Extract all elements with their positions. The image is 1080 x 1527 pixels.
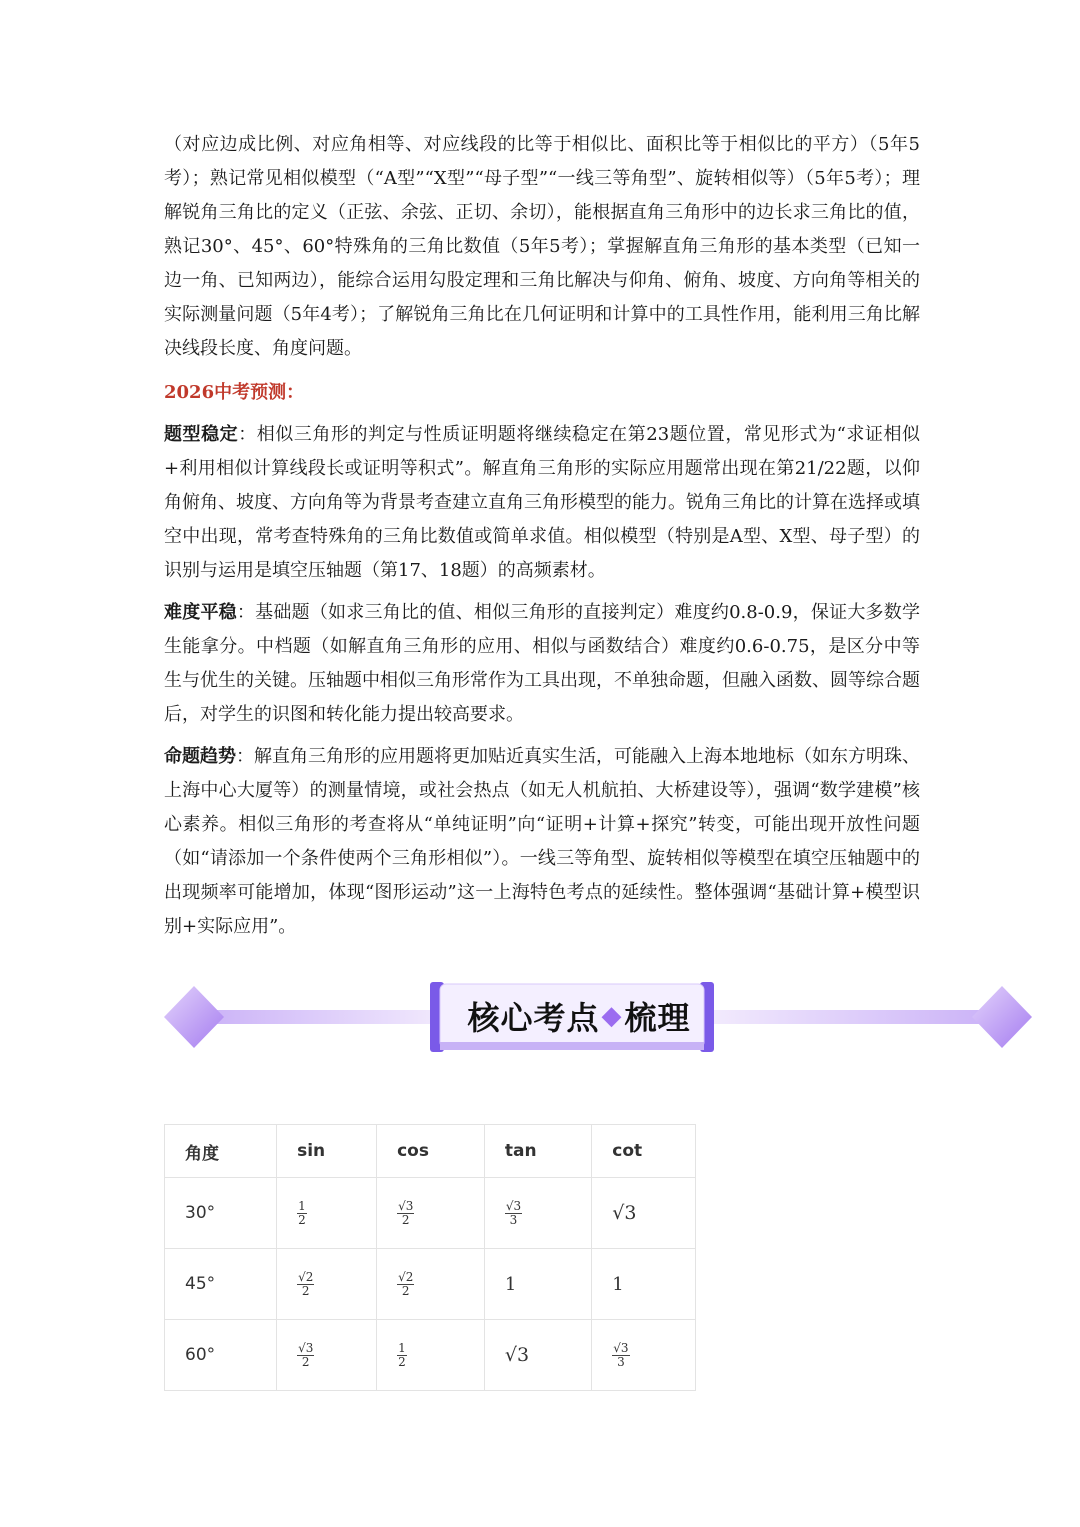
header-tan: tan [484,1125,591,1178]
sin-value-cell [277,1320,377,1391]
sin-value-cell [277,1178,377,1249]
intro-paragraph: （对应边成比例、对应角相等、对应线段的比等于相似比、面积比等于相似比的平方）（5年5考）；熟记常见相似模型（“A型”“X型”“母子型”“一线三等角型”、旋转相似等）（5年5考）；理解锐角三角比的定义（正弦、余弦、正切、余切），能根据直角三角形中的边长求三角比的值，熟记30°、45°、60°特殊角的三角比数值（5年5考）；掌握解直角三角形的基本类型（已知一边一角、已知两边），能综合运用勾股定理和三角比解决与仰角、俯角、坡度、方向角等相关的实际测量问题（5年4考）；了解锐角三角比在几何证明和计算中的工具性作用，能利用三角比解决线段长度、角度问题。 [164,134,920,359]
banner-title-right: 梳理 [624,999,691,1037]
section-banner [164,980,1032,1056]
angle-cell: 45° [165,1249,277,1320]
fraction: $\frac{√3}{3}$ [505,1198,522,1227]
angle-cell: 30° [165,1178,277,1249]
header-cos: cos [377,1125,485,1178]
fraction: $\frac{√2}{2}$ [298,1269,314,1298]
prediction-heading: 2026中考预测： [164,382,305,403]
section-question-types [164,418,920,588]
left-diamond-icon [164,986,224,1048]
section-lead: 难度平稳 [164,602,237,623]
fraction: $\frac{1}{2}$ [398,1340,406,1369]
section-text: ：解直角三角形的应用题将更加贴近真实生活，可能融入上海本地地标（如东方明珠、上海中心大厦等）的测量情境，或社会热点（如无人机航拍、大桥建设等），强调“数学建模”核心素养。相似三角形的考查将从“单纯证明”向“证明+计算+探究”转变，可能出现开放性问题（如“请添加一个条件使两个三角形相似”）。一线三等角型、旋转相似等模型在填空压轴题中的出现频率可能增加，体现“图形运动”这一上海特色考点的延续性。整体强调“基础计算+模型识别+实际应用”。 [164,746,920,937]
tan-value-cell: 1 [484,1249,591,1320]
document-body [164,128,920,952]
fraction: $\frac{√2}{2}$ [398,1269,414,1298]
section-difficulty [164,596,920,732]
table-row [165,1178,696,1249]
cos-value-cell [377,1178,485,1249]
tan-value-cell: √3 [484,1320,591,1391]
cos-value-cell [377,1320,485,1391]
table-header-row [165,1125,696,1178]
header-sin: sin [277,1125,377,1178]
section-lead: 题型稳定 [164,424,239,445]
tan-value-cell [484,1178,591,1249]
angle-cell: 60° [165,1320,277,1391]
trig-values-table [164,1124,696,1391]
fraction: $\frac{√3}{2}$ [398,1198,414,1227]
banner-title-left: 核心考点 [467,999,600,1037]
cos-value-cell [377,1249,485,1320]
table-row [165,1320,696,1391]
fraction: $\frac{√3}{3}$ [613,1340,629,1369]
cot-value-cell: √3 [592,1178,696,1249]
section-lead: 命题趋势 [164,746,236,767]
sin-value-cell [277,1249,377,1320]
banner-title [446,986,712,1046]
section-text: ：相似三角形的判定与性质证明题将继续稳定在第23题位置，常见形式为“求证相似+利用相似计算线段长或证明等积式”。解直角三角形的实际应用题常出现在第21/22题，以仰角俯角、坡度、方向角等为背景考查建立直角三角形模型的能力。锐角三角比的计算在选择或填空中出现，常考查特殊角的三角比数值或简单求值。相似模型（特别是A型、X型、母子型）的识别与运用是填空压轴题（第17、18题）的高频素材。 [164,424,921,581]
diamond-icon: ◆ [601,1001,623,1031]
section-trend [164,740,920,944]
cot-value-cell: 1 [592,1249,696,1320]
table-row [165,1249,696,1320]
fraction: $\frac{1}{2}$ [298,1198,306,1227]
cot-value-cell [592,1320,696,1391]
right-diamond-icon [972,986,1032,1048]
header-cot: cot [592,1125,696,1178]
section-text: ：基础题（如求三角比的值、相似三角形的直接判定）难度约0.8-0.9，保证大多数学生能拿分。中档题（如解直角三角形的应用、相似与函数结合）难度约0.6-0.75，是区分中等生与优生的关键。压轴题中相似三角形常作为工具出现，不单独命题，但融入函数、圆等综合题后，对学生的识图和转化能力提出较高要求。 [164,602,920,725]
header-angle: 角度 [165,1125,277,1178]
fraction: $\frac{√3}{2}$ [298,1340,314,1369]
